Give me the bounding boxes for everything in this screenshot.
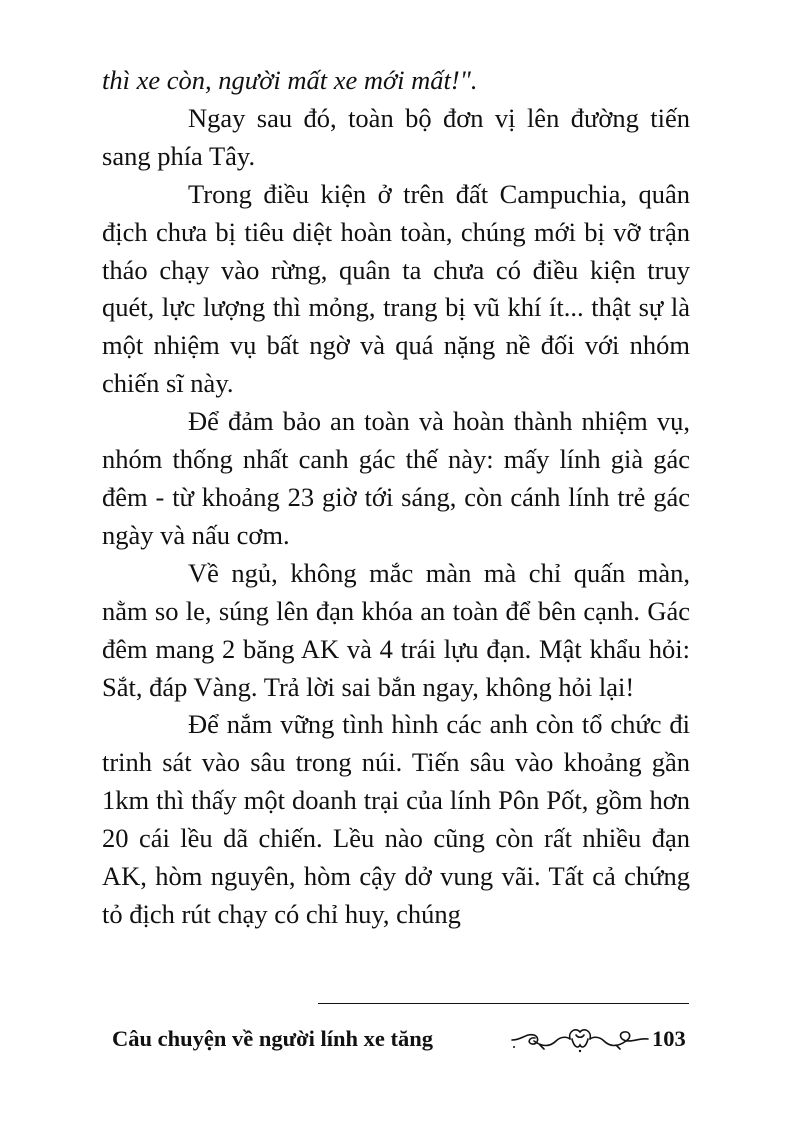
paragraph-5: Để nắm vững tình hình các anh còn tổ chức đi trinh sát vào sâu trong núi. Tiến sâu vào khoảng gần 1km thì thấy một doanh trại của lính Pôn Pốt, gồm hơn 20 cái lều dã chiến. Lều nào cũng còn rất nhiều đạn AK, hòm nguyên, hòm cậy dở vung vãi. Tất cả chứng tỏ địch rút chạy có chỉ huy, chúng [102, 709, 690, 929]
opening-line: thì xe còn, người mất xe mới mất!". [102, 65, 478, 95]
paragraph-2: Trong điều kiện ở trên đất Campuchia, quân địch chưa bị tiêu diệt hoàn toàn, chúng mới bị vỡ trận tháo chạy vào rừng, quân ta chưa có điều kiện truy quét, lực lượng thì mỏng, trang bị vũ khí ít... thật sự là một nhiệm vụ bất ngờ và quá nặng nề đối với nhóm chiến sĩ này. [102, 178, 690, 399]
paragraph-1: Ngay sau đó, toàn bộ đơn vị lên đường tiến sang phía Tây. [102, 102, 690, 171]
paragraph-3: Để đảm bảo an toàn và hoàn thành nhiệm vụ, nhóm thống nhất canh gác thế này: mấy lính già gác đêm - từ khoảng 23 giờ tới sáng, còn cánh lính trẻ gác ngày và nấu cơm. [102, 406, 690, 550]
page-body [102, 62, 690, 934]
running-title: Câu chuyện về người lính xe tăng [112, 1026, 434, 1051]
page-footer [112, 1021, 692, 1057]
paragraph-4: Về ngủ, không mắc màn mà chỉ quấn màn, nằm so le, súng lên đạn khóa an toàn để bên cạnh. Gác đêm mang 2 băng AK và 4 trái lựu đạn. Mật khẩu hỏi: Sắt, đáp Vàng. Trả lời sai bắn ngay, không hỏi lại! [102, 557, 690, 702]
page-number: 103 [652, 1026, 686, 1051]
footer-rule [318, 1003, 689, 1004]
scroll-flourish-icon [510, 1023, 650, 1055]
